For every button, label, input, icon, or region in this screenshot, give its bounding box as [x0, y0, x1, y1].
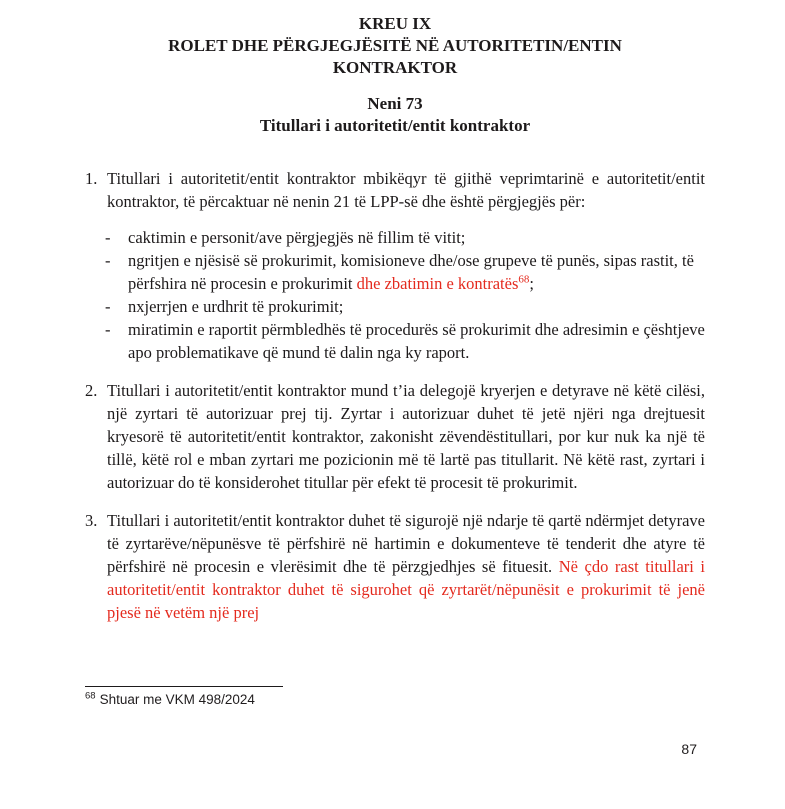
paragraph-3 [85, 509, 705, 624]
article-heading [85, 93, 705, 137]
footnote-reference-68: 68 [518, 273, 530, 286]
bullet-3-text: nxjerrjen e urdhrit të prokurimit; [128, 297, 344, 316]
bullet-2-text-black: ngritjen e njësisë së prokurimit, komisioneve dhe/ose grupeve të punës, sipas rastit, të përfshira në procesin e prokurimit [128, 251, 694, 293]
page-number: 87 [681, 741, 697, 757]
paragraph-3-text [107, 509, 705, 624]
footnote-text: Shtuar me VKM 498/2024 [99, 692, 255, 707]
bullet-2-suffix: ; [529, 274, 534, 293]
chapter-heading-line2: ROLET DHE PËRGJEGJËSITË NË AUTORITETIN/ENTIN [168, 36, 622, 55]
bullet-2-text-red: dhe zbatimin e kontratës [356, 274, 519, 293]
paragraph-3-number: 3. [85, 511, 98, 530]
bullet-item-4 [105, 318, 705, 364]
chapter-heading-line1: KREU IX [358, 14, 432, 33]
paragraph-3-text-red: Në çdo rast titullari i autoritetit/entit kontraktor duhet të sigurohet që zyrtarët/nëpunësit e prokurimit të jenë pjesë në vetëm një prej [107, 557, 705, 622]
bullet-2-text [128, 249, 705, 295]
bullet-list [105, 226, 705, 364]
chapter-heading [85, 13, 705, 79]
bullet-dash: - [105, 251, 111, 270]
footnote [85, 692, 705, 707]
bullet-1-text: caktimin e personit/ave përgjegjës në fillim të vitit; [128, 228, 466, 247]
footnote-ref: 68 [85, 690, 96, 702]
paragraph-2-text: Titullari i autoritetit/entit kontraktor mund t’ia delegojë kryerjen e detyrave në këtë cilësi, një zyrtari të autorizuar prej tij. Zyrtar i autorizuar duhet të jetë njëri nga drejtuesit kryesorë të autoritetit/entit kontraktor, zakonisht zëvendëstitullari, por kur nuk ka një të tillë, këtë rol e mban zyrtari me pozicionin më të lartë pas titullarit. Në këtë rast, zyrtari i autorizuar do të konsiderohet titullar për efekt të procesit të prokurimit. [107, 381, 705, 492]
paragraph-2 [85, 379, 705, 494]
paragraph-1-text: Titullari i autoritetit/entit kontraktor mbikëqyr të gjithë veprimtarinë e autoritetit/entit kontraktor, të përcaktuar në nenin 21 të LPP-së dhe është përgjegjës për: [107, 169, 705, 211]
bullet-dash: - [105, 297, 111, 316]
article-number: Neni 73 [367, 94, 423, 113]
paragraph-1-number: 1. [85, 169, 98, 188]
bullet-dash: - [105, 228, 111, 247]
bullet-dash: - [105, 320, 111, 339]
bullet-item-1 [105, 226, 705, 249]
paragraph-3-text-black: Titullari i autoritetit/entit kontraktor duhet të sigurojë një ndarje të qartë ndërmjet detyrave të zyrtarëve/nëpunësve të përfshirë në hartimin e dokumenteve të tenderit dhe atyre të përfshirë në procesin e vlerësimit dhe të përzgjedhjes së fituesit. [107, 511, 705, 576]
footnote-area [85, 686, 705, 707]
bullet-item-2 [105, 249, 705, 295]
paragraph-2-number: 2. [85, 381, 98, 400]
footnote-separator [85, 686, 283, 687]
bullet-item-3 [105, 295, 705, 318]
bullet-4-text: miratimin e raportit përmbledhës të procedurës së prokurimit dhe adresimin e çështjeve apo problematikave që mund të dalin nga ky raport. [128, 320, 705, 362]
article-title: Titullari i autoritetit/entit kontraktor [259, 116, 531, 135]
chapter-heading-line3: KONTRAKTOR [332, 58, 458, 77]
paragraph-1 [85, 167, 705, 213]
